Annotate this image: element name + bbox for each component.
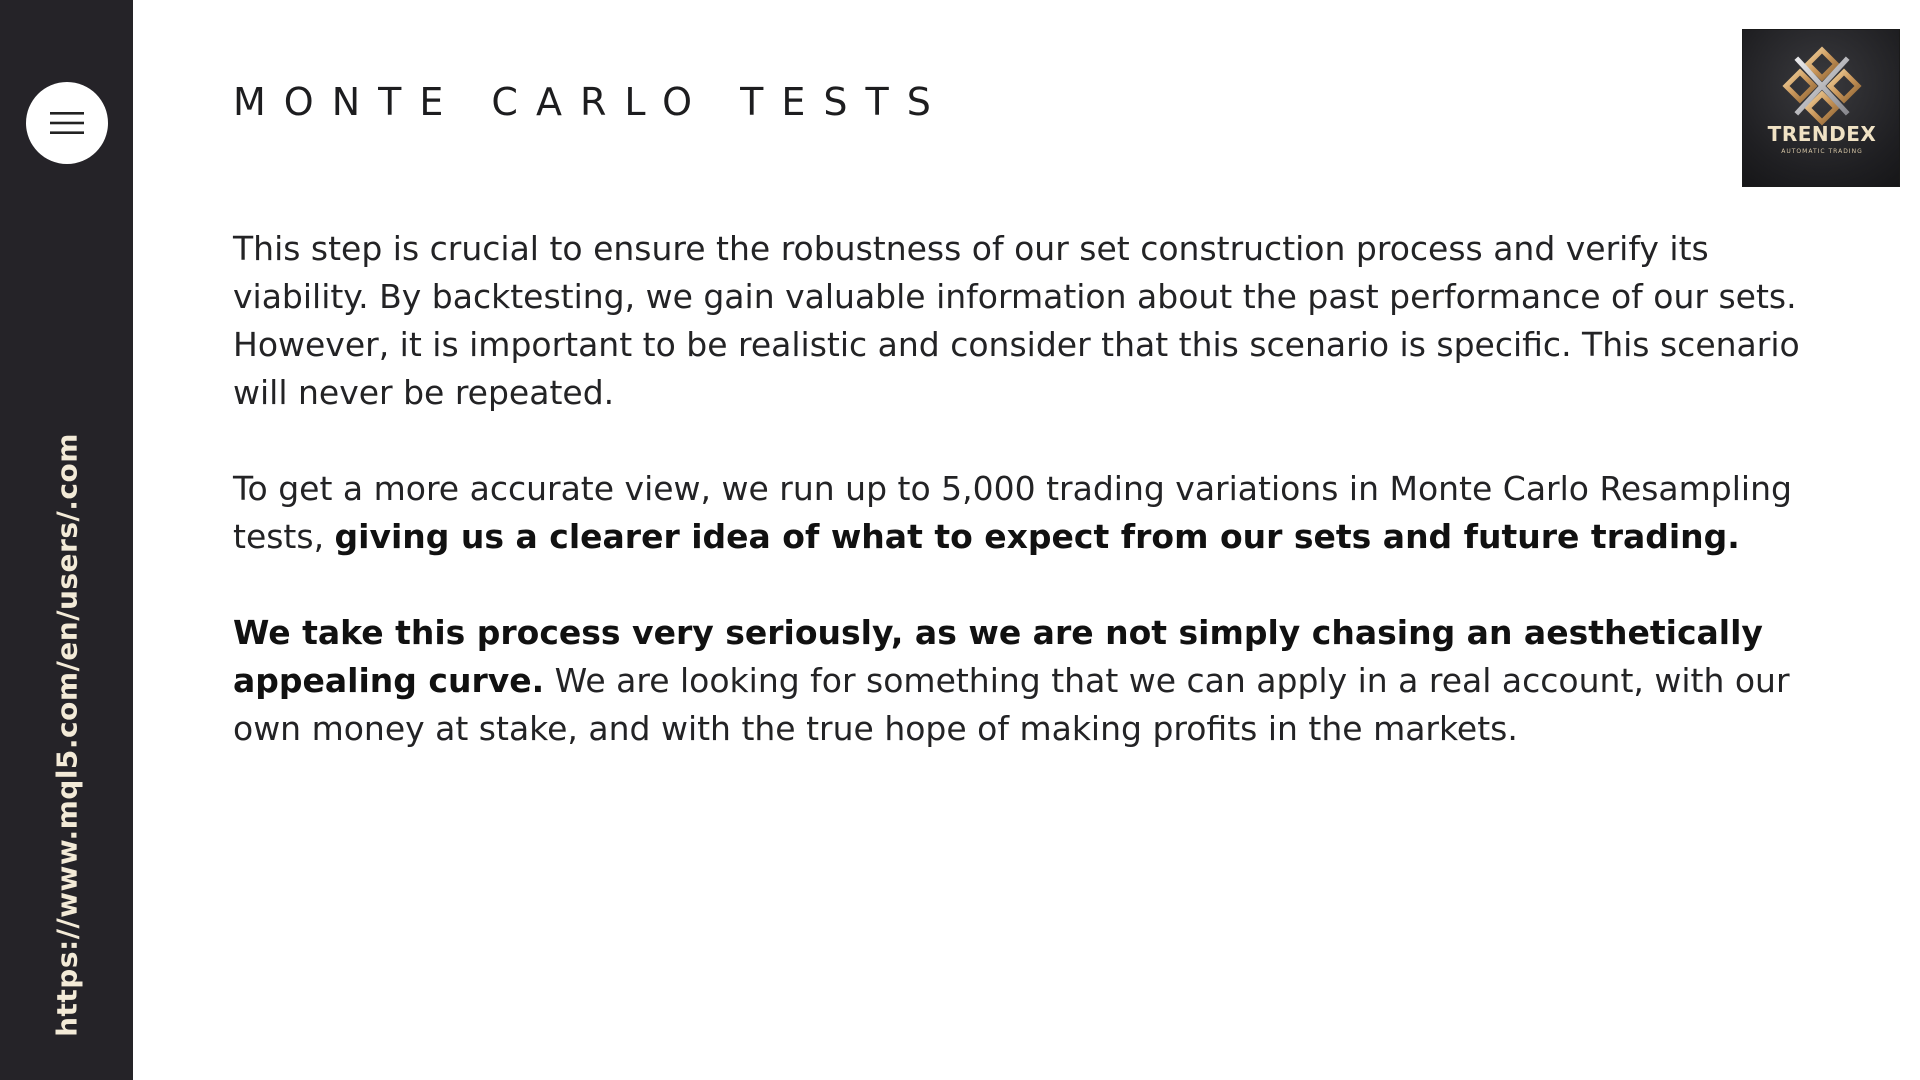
main-content bbox=[233, 0, 1813, 1080]
paragraph-2-regular: To get a more accurate view, we run up to 5,000 trading variations in Monte Carlo Resampling tests, bbox=[233, 469, 1792, 556]
hamburger-menu-icon bbox=[50, 110, 84, 136]
page-title: MONTE CARLO TESTS bbox=[233, 80, 949, 124]
paragraph-3-regular: We are looking for something that we can apply in a real account, with our own money at stake, and with the true hope of making profits in the markets. bbox=[233, 661, 1790, 748]
interlocking-diamond-logo-icon bbox=[1743, 30, 1901, 188]
paragraph-2-bold: giving us a clearer idea of what to expect from our sets and future trading. bbox=[334, 517, 1740, 556]
paragraph-3 bbox=[233, 609, 1813, 753]
logo-tagline: AUTOMATIC TRADING bbox=[1781, 148, 1863, 155]
sidebar bbox=[0, 0, 133, 1080]
paragraph-1-text: This step is crucial to ensure the robustness of our set construction process and verify its viability. By backtesting, we gain valuable information about the past performance of our sets. However, it is important to be realistic and consider that this scenario is specific. This scenario will never be repeated. bbox=[233, 229, 1800, 412]
trendex-logo bbox=[1742, 29, 1900, 187]
body-text bbox=[233, 225, 1813, 801]
logo-name: TRENDEX bbox=[1767, 122, 1877, 146]
paragraph-3-bold: We take this process very seriously, as we are not simply chasing an aesthetically appealing curve. bbox=[233, 613, 1763, 700]
menu-button[interactable] bbox=[26, 82, 108, 164]
paragraph-1 bbox=[233, 225, 1813, 417]
paragraph-2 bbox=[233, 465, 1813, 561]
sidebar-url-link[interactable]: https://www.mql5.com/en/users/.com bbox=[50, 433, 84, 1037]
